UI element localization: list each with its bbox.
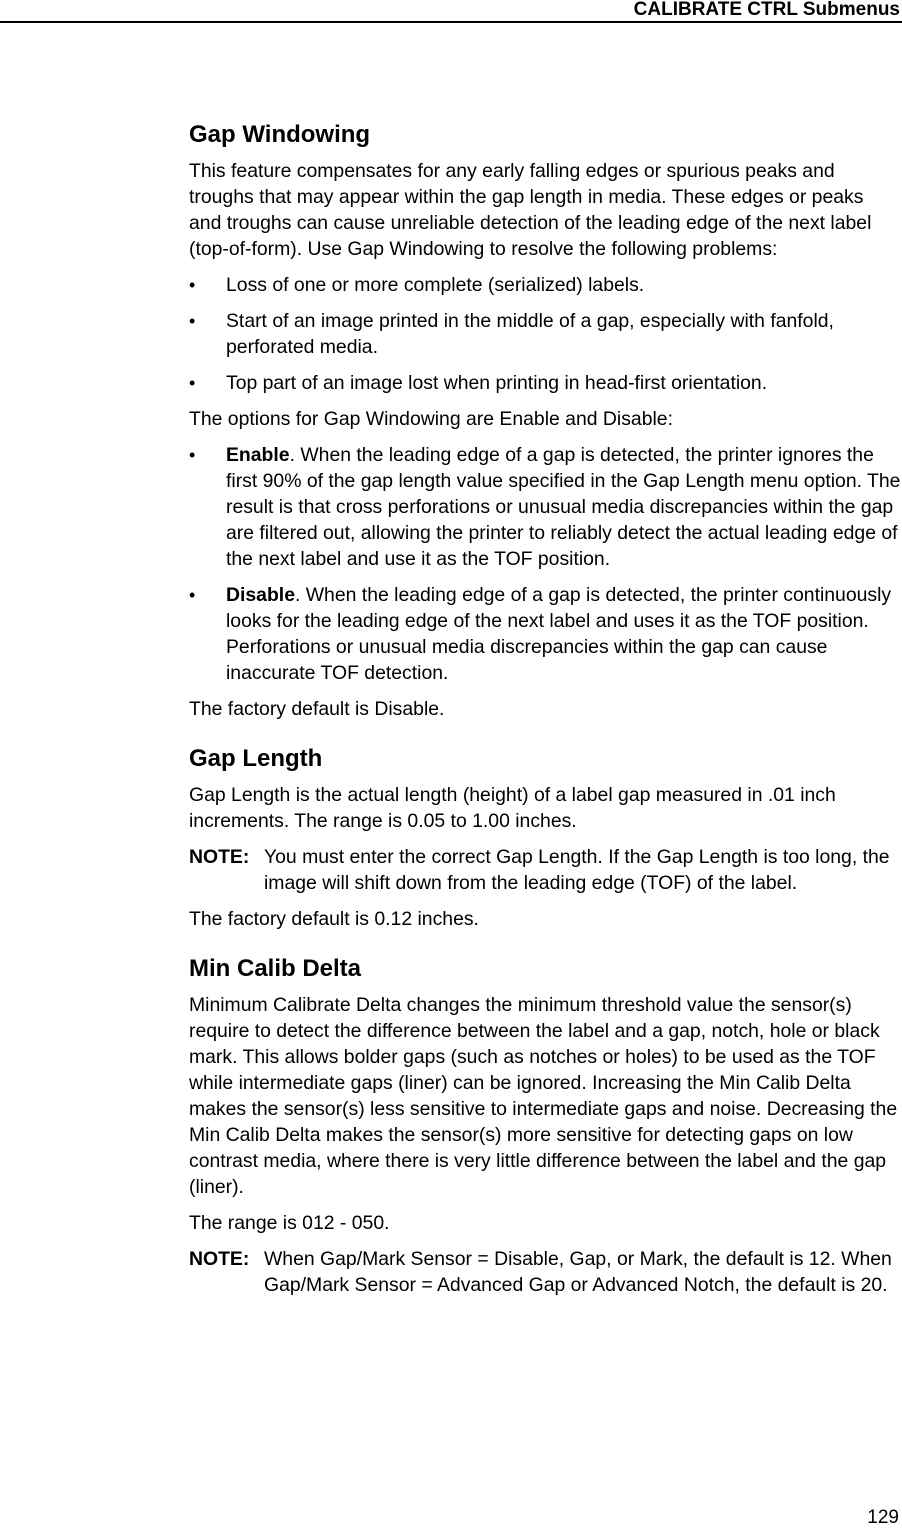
option-description: . When the leading edge of a gap is detected, the printer continuously looks for the leading edge of the next label and uses it as the TOF position. Perforations or unusual media discrepancies within the gap can cause inaccurate TOF detection. bbox=[226, 584, 892, 684]
page-number: 129 bbox=[867, 1507, 899, 1528]
section-spacer bbox=[189, 942, 901, 952]
gap-length-body: Gap Length is the actual length (height) of a label gap measured in .01 inch increments. The range is 0.05 to 1.00 inches. bbox=[189, 784, 836, 832]
min-calib-delta-body: Minimum Calibrate Delta changes the minimum threshold value the sensor(s) require to detect the difference between the label and a gap, notch, hole or black mark. This allows bolder gaps (such as notches or holes) to be used as the TOF while intermediate gaps (liner) can be ignored. Increasing the Min Calib Delta makes the sensor(s) less sensitive to intermediate gaps and noise. Decreasing the Min Calib Delta makes the sensor(s) more sensitive for detecting gaps on low contrast media, where there is very little difference between the label and the gap (liner). bbox=[189, 994, 898, 1198]
gap-length-section bbox=[189, 742, 901, 932]
list-item-text: Loss of one or more complete (serialized) labels. bbox=[226, 274, 645, 296]
list-item bbox=[189, 308, 901, 360]
min-calib-delta-heading: Min Calib Delta bbox=[189, 955, 362, 982]
list-item-text: Start of an image printed in the middle of a gap, especially with fanfold, perforated media. bbox=[226, 310, 834, 358]
page-content bbox=[189, 118, 901, 1308]
option-description: . When the leading edge of a gap is detected, the printer ignores the first 90% of the gap length value specified in the Gap Length menu option. The result is that cross perforations or unusual media discrepancies within the gap are filtered out, allowing the printer to reliably detect the actual leading edge of the next label and use it as the TOF position. bbox=[226, 444, 901, 570]
min-calib-delta-range: The range is 012 - 050. bbox=[189, 1212, 390, 1234]
gap-length-heading: Gap Length bbox=[189, 745, 323, 772]
min-calib-delta-section bbox=[189, 952, 901, 1298]
gap-length-note bbox=[189, 844, 901, 896]
running-header-title: CALIBRATE CTRL Submenus bbox=[633, 0, 900, 20]
note-label: NOTE: bbox=[189, 1248, 250, 1270]
option-term: Disable bbox=[226, 584, 295, 606]
gap-windowing-options-intro: The options for Gap Windowing are Enable and Disable: bbox=[189, 408, 673, 430]
list-item-enable bbox=[189, 442, 901, 572]
list-item bbox=[189, 370, 901, 396]
gap-windowing-section bbox=[189, 118, 901, 722]
bullet-icon: • bbox=[189, 311, 196, 331]
option-list bbox=[189, 442, 901, 686]
bullet-icon: • bbox=[189, 585, 196, 605]
gap-length-default: The factory default is 0.12 inches. bbox=[189, 908, 479, 930]
bullet-icon: • bbox=[189, 373, 196, 393]
note-label: NOTE: bbox=[189, 846, 250, 868]
option-term: Enable bbox=[226, 444, 290, 466]
bullet-icon: • bbox=[189, 275, 196, 295]
gap-windowing-intro: This feature compensates for any early falling edges or spurious peaks and troughs that may appear within the gap length in media. These edges or peaks and troughs can cause unreliable detection of the leading edge of the next label (top-of-form). Use Gap Windowing to resolve the following problems: bbox=[189, 160, 872, 260]
list-item-text: Top part of an image lost when printing in head-first orientation. bbox=[226, 372, 768, 394]
gap-windowing-default: The factory default is Disable. bbox=[189, 698, 445, 720]
bullet-icon: • bbox=[189, 445, 196, 465]
note-text: When Gap/Mark Sensor = Disable, Gap, or Mark, the default is 12. When Gap/Mark Sensor = Advanced Gap or Advanced Notch, the default is 20. bbox=[264, 1248, 892, 1296]
gap-windowing-heading: Gap Windowing bbox=[189, 121, 371, 148]
header-rule bbox=[0, 21, 902, 23]
note-text: You must enter the correct Gap Length. If the Gap Length is too long, the image will shift down from the leading edge (TOF) of the label. bbox=[264, 846, 890, 894]
problem-list bbox=[189, 272, 901, 396]
min-calib-delta-note bbox=[189, 1246, 901, 1298]
list-item-disable bbox=[189, 582, 901, 686]
section-spacer bbox=[189, 732, 901, 742]
list-item bbox=[189, 272, 901, 298]
